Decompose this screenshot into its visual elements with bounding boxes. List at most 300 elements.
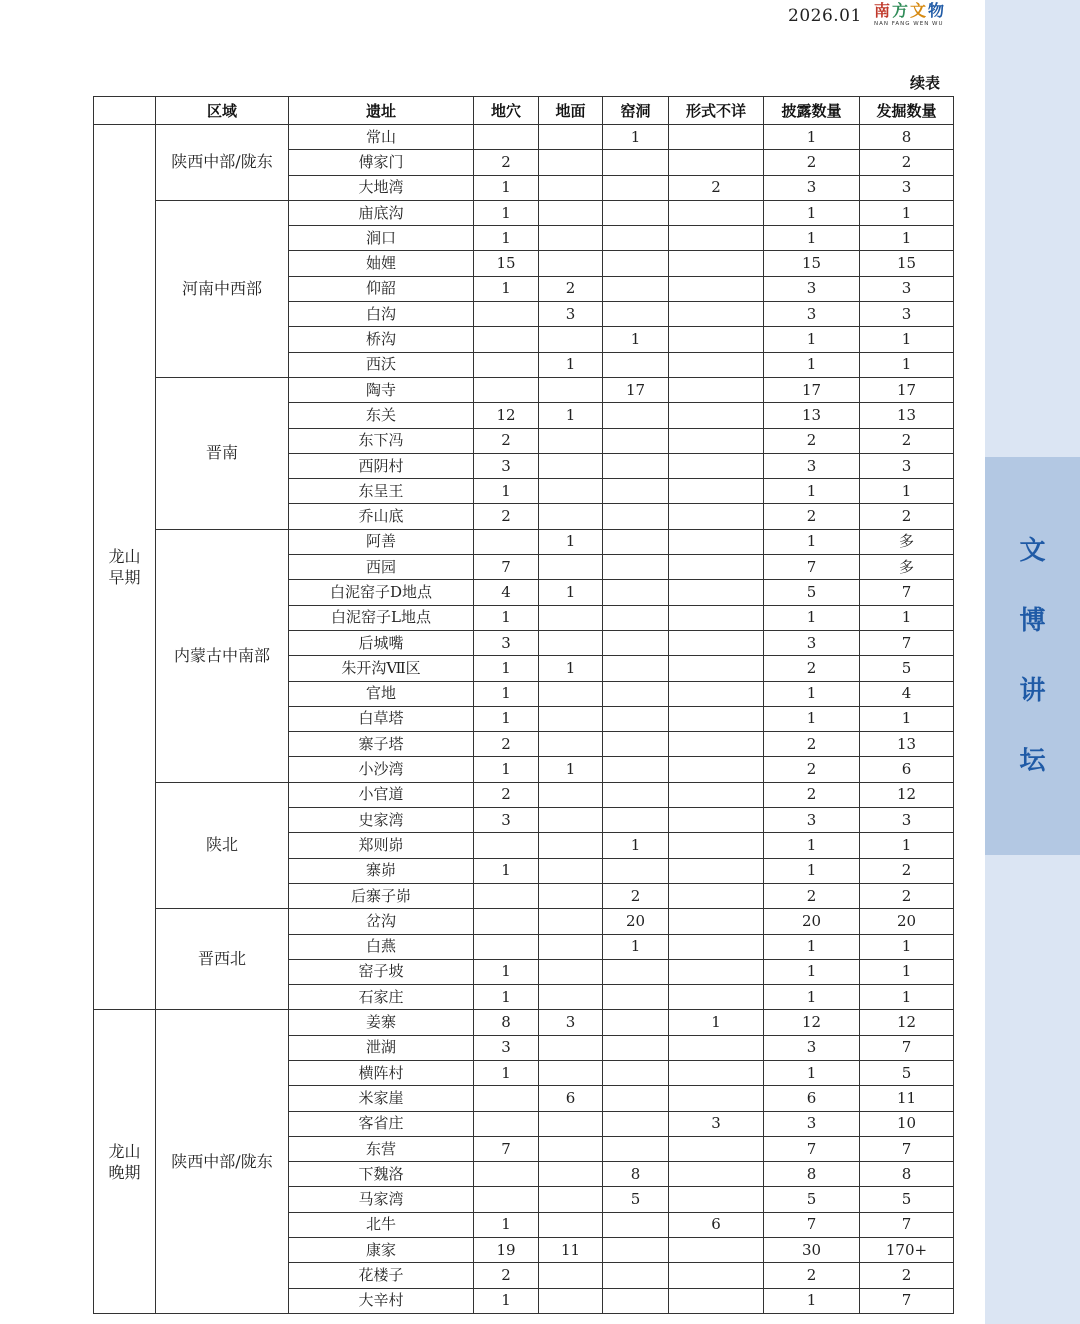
value-cell xyxy=(603,1111,669,1136)
value-cell xyxy=(669,833,764,858)
value-cell: 2 xyxy=(669,175,764,200)
site-name-cell: 下魏洛 xyxy=(289,1162,474,1187)
value-cell: 2 xyxy=(764,757,860,782)
site-name-cell: 朱开沟Ⅶ区 xyxy=(289,656,474,681)
site-name-cell: 东下冯 xyxy=(289,428,474,453)
value-cell xyxy=(539,782,603,807)
site-name-cell: 白泥窑子D地点 xyxy=(289,580,474,605)
value-cell xyxy=(603,605,669,630)
value-cell: 多 xyxy=(860,555,954,580)
value-cell: 20 xyxy=(764,909,860,934)
value-cell xyxy=(539,605,603,630)
value-cell xyxy=(539,226,603,251)
value-cell xyxy=(603,1263,669,1288)
value-cell xyxy=(603,1060,669,1085)
value-cell xyxy=(539,909,603,934)
value-cell: 2 xyxy=(764,732,860,757)
site-name-cell: 东营 xyxy=(289,1136,474,1161)
value-cell: 17 xyxy=(603,377,669,402)
value-cell: 2 xyxy=(764,782,860,807)
value-cell xyxy=(603,1086,669,1111)
value-cell: 15 xyxy=(764,251,860,276)
region-cell: 陕西中部/陇东 xyxy=(156,1010,289,1314)
value-cell: 7 xyxy=(474,555,539,580)
site-name-cell: 傅家门 xyxy=(289,150,474,175)
value-cell: 7 xyxy=(860,1212,954,1237)
value-cell: 3 xyxy=(764,1111,860,1136)
site-name-cell: 东呈王 xyxy=(289,479,474,504)
value-cell xyxy=(669,529,764,554)
period-label-line: 龙山 xyxy=(108,1141,141,1161)
value-cell xyxy=(669,479,764,504)
value-cell: 12 xyxy=(764,1010,860,1035)
value-cell: 1 xyxy=(474,276,539,301)
site-name-cell: 东关 xyxy=(289,403,474,428)
value-cell xyxy=(539,883,603,908)
header-cell: 区域 xyxy=(156,97,289,125)
value-cell xyxy=(603,479,669,504)
value-cell: 7 xyxy=(474,1136,539,1161)
value-cell: 1 xyxy=(764,352,860,377)
value-cell: 1 xyxy=(603,934,669,959)
value-cell: 3 xyxy=(474,630,539,655)
value-cell: 1 xyxy=(603,833,669,858)
value-cell xyxy=(669,1060,764,1085)
value-cell xyxy=(669,453,764,478)
site-name-cell: 北牛 xyxy=(289,1212,474,1237)
value-cell xyxy=(669,985,764,1010)
value-cell: 1 xyxy=(764,479,860,504)
value-cell xyxy=(474,934,539,959)
value-cell: 1 xyxy=(764,681,860,706)
value-cell: 2 xyxy=(860,858,954,883)
value-cell xyxy=(603,681,669,706)
value-cell xyxy=(539,1060,603,1085)
value-cell xyxy=(603,1212,669,1237)
table-row xyxy=(94,125,954,150)
header-cell: 发掘数量 xyxy=(860,97,954,125)
value-cell: 1 xyxy=(860,327,954,352)
value-cell: 1 xyxy=(474,175,539,200)
header-cell: 地穴 xyxy=(474,97,539,125)
value-cell xyxy=(669,327,764,352)
header-cell: 遗址 xyxy=(289,97,474,125)
value-cell: 17 xyxy=(764,377,860,402)
site-name-cell: 郑则峁 xyxy=(289,833,474,858)
value-cell: 1 xyxy=(860,226,954,251)
value-cell xyxy=(474,1162,539,1187)
value-cell: 8 xyxy=(860,125,954,150)
value-cell xyxy=(669,200,764,225)
value-cell xyxy=(669,1136,764,1161)
site-name-cell: 阿善 xyxy=(289,529,474,554)
value-cell: 2 xyxy=(764,504,860,529)
header-cell: 地面 xyxy=(539,97,603,125)
value-cell: 1 xyxy=(474,479,539,504)
value-cell: 1 xyxy=(764,934,860,959)
value-cell: 1 xyxy=(860,985,954,1010)
site-name-cell: 大地湾 xyxy=(289,175,474,200)
value-cell: 1 xyxy=(474,706,539,731)
table-continued-label: 续表 xyxy=(910,74,941,92)
value-cell xyxy=(603,757,669,782)
value-cell xyxy=(669,150,764,175)
value-cell xyxy=(669,959,764,984)
site-name-cell: 寨峁 xyxy=(289,858,474,883)
value-cell xyxy=(539,985,603,1010)
value-cell: 2 xyxy=(539,276,603,301)
value-cell xyxy=(539,630,603,655)
value-cell xyxy=(603,630,669,655)
value-cell xyxy=(539,732,603,757)
value-cell xyxy=(539,555,603,580)
table-row xyxy=(94,909,954,934)
value-cell xyxy=(669,909,764,934)
value-cell: 2 xyxy=(474,428,539,453)
journal-logo xyxy=(874,2,954,32)
value-cell xyxy=(539,959,603,984)
value-cell xyxy=(669,555,764,580)
value-cell xyxy=(603,352,669,377)
value-cell xyxy=(539,377,603,402)
value-cell: 2 xyxy=(474,732,539,757)
value-cell xyxy=(603,782,669,807)
sidebar-char: 博 xyxy=(1019,606,1046,636)
value-cell: 3 xyxy=(860,276,954,301)
value-cell: 1 xyxy=(764,706,860,731)
value-cell: 1 xyxy=(860,352,954,377)
value-cell: 1 xyxy=(474,1288,539,1313)
value-cell: 6 xyxy=(539,1086,603,1111)
value-cell: 1 xyxy=(860,959,954,984)
site-name-cell: 大辛村 xyxy=(289,1288,474,1313)
value-cell xyxy=(603,276,669,301)
value-cell xyxy=(539,200,603,225)
value-cell: 2 xyxy=(603,883,669,908)
value-cell xyxy=(603,858,669,883)
value-cell: 1 xyxy=(860,605,954,630)
value-cell: 1 xyxy=(764,327,860,352)
site-name-cell: 乔山底 xyxy=(289,504,474,529)
value-cell: 13 xyxy=(764,403,860,428)
value-cell: 3 xyxy=(764,302,860,327)
site-name-cell: 岔沟 xyxy=(289,909,474,934)
value-cell: 6 xyxy=(669,1212,764,1237)
value-cell: 2 xyxy=(474,782,539,807)
value-cell: 5 xyxy=(860,1060,954,1085)
value-cell: 3 xyxy=(669,1111,764,1136)
value-cell xyxy=(539,1162,603,1187)
value-cell: 11 xyxy=(539,1238,603,1263)
sidebar-char: 讲 xyxy=(1019,676,1046,706)
value-cell: 3 xyxy=(860,302,954,327)
value-cell xyxy=(539,251,603,276)
value-cell xyxy=(539,175,603,200)
value-cell: 20 xyxy=(603,909,669,934)
value-cell xyxy=(603,150,669,175)
value-cell: 1 xyxy=(860,833,954,858)
value-cell xyxy=(603,529,669,554)
value-cell: 1 xyxy=(764,529,860,554)
value-cell: 2 xyxy=(474,1263,539,1288)
region-cell: 陕北 xyxy=(156,782,289,908)
value-cell: 1 xyxy=(764,1288,860,1313)
value-cell xyxy=(669,125,764,150)
value-cell xyxy=(474,909,539,934)
value-cell xyxy=(669,1263,764,1288)
value-cell xyxy=(539,1187,603,1212)
value-cell xyxy=(603,1238,669,1263)
value-cell xyxy=(603,504,669,529)
value-cell: 3 xyxy=(474,453,539,478)
period-label-line: 早期 xyxy=(108,568,141,588)
value-cell: 2 xyxy=(764,1263,860,1288)
value-cell: 5 xyxy=(764,1187,860,1212)
issue-date: 2026.01 xyxy=(788,6,862,26)
period-cell xyxy=(94,1010,156,1314)
value-cell: 170+ xyxy=(860,1238,954,1263)
value-cell: 7 xyxy=(860,1035,954,1060)
value-cell xyxy=(474,529,539,554)
site-name-cell: 白燕 xyxy=(289,934,474,959)
site-name-cell: 后寨子峁 xyxy=(289,883,474,908)
value-cell: 1 xyxy=(860,200,954,225)
site-name-cell: 米家崖 xyxy=(289,1086,474,1111)
value-cell: 1 xyxy=(603,327,669,352)
header-cell: 形式不详 xyxy=(669,97,764,125)
table-row xyxy=(94,529,954,554)
value-cell xyxy=(669,858,764,883)
value-cell xyxy=(539,479,603,504)
site-name-cell: 仰韶 xyxy=(289,276,474,301)
site-name-cell: 白草塔 xyxy=(289,706,474,731)
value-cell: 1 xyxy=(539,656,603,681)
value-cell xyxy=(474,327,539,352)
header-cell: 窑洞 xyxy=(603,97,669,125)
site-name-cell: 涧口 xyxy=(289,226,474,251)
value-cell xyxy=(539,327,603,352)
value-cell: 1 xyxy=(539,529,603,554)
value-cell: 3 xyxy=(764,276,860,301)
value-cell: 4 xyxy=(474,580,539,605)
value-cell: 30 xyxy=(764,1238,860,1263)
logo-english: NAN FANG WEN WU xyxy=(874,21,944,27)
value-cell: 2 xyxy=(764,656,860,681)
value-cell xyxy=(474,352,539,377)
value-cell xyxy=(669,630,764,655)
value-cell xyxy=(669,808,764,833)
value-cell xyxy=(539,1288,603,1313)
value-cell: 2 xyxy=(860,150,954,175)
site-name-cell: 小沙湾 xyxy=(289,757,474,782)
value-cell: 1 xyxy=(764,833,860,858)
value-cell: 10 xyxy=(860,1111,954,1136)
value-cell xyxy=(669,934,764,959)
value-cell: 1 xyxy=(764,226,860,251)
value-cell: 5 xyxy=(603,1187,669,1212)
value-cell xyxy=(539,428,603,453)
value-cell: 1 xyxy=(764,200,860,225)
value-cell xyxy=(669,226,764,251)
value-cell: 1 xyxy=(474,605,539,630)
value-cell: 12 xyxy=(474,403,539,428)
value-cell: 1 xyxy=(474,757,539,782)
value-cell: 8 xyxy=(764,1162,860,1187)
value-cell xyxy=(669,706,764,731)
value-cell: 7 xyxy=(764,555,860,580)
table-row xyxy=(94,377,954,402)
period-label-line: 龙山 xyxy=(108,547,141,567)
value-cell xyxy=(603,808,669,833)
value-cell: 2 xyxy=(764,428,860,453)
table-row xyxy=(94,782,954,807)
site-name-cell: 庙底沟 xyxy=(289,200,474,225)
value-cell xyxy=(669,1238,764,1263)
site-name-cell: 花楼子 xyxy=(289,1263,474,1288)
value-cell: 7 xyxy=(860,1288,954,1313)
value-cell xyxy=(669,276,764,301)
value-cell: 2 xyxy=(474,150,539,175)
site-name-cell: 横阵村 xyxy=(289,1060,474,1085)
value-cell: 8 xyxy=(474,1010,539,1035)
value-cell: 1 xyxy=(764,858,860,883)
value-cell: 2 xyxy=(764,150,860,175)
site-name-cell: 桥沟 xyxy=(289,327,474,352)
logo-chinese: 南方文物 xyxy=(874,1,947,20)
value-cell: 7 xyxy=(860,630,954,655)
sidebar-char: 文 xyxy=(1019,536,1046,566)
value-cell xyxy=(539,858,603,883)
site-name-cell: 史家湾 xyxy=(289,808,474,833)
region-cell: 陕西中部/陇东 xyxy=(156,125,289,201)
value-cell xyxy=(669,580,764,605)
value-cell: 7 xyxy=(764,1136,860,1161)
value-cell xyxy=(669,782,764,807)
value-cell: 5 xyxy=(860,1187,954,1212)
value-cell: 1 xyxy=(764,125,860,150)
value-cell xyxy=(669,251,764,276)
value-cell: 8 xyxy=(860,1162,954,1187)
value-cell xyxy=(603,226,669,251)
value-cell: 1 xyxy=(474,1212,539,1237)
value-cell: 6 xyxy=(860,757,954,782)
value-cell xyxy=(669,1288,764,1313)
value-cell xyxy=(474,883,539,908)
value-cell xyxy=(603,200,669,225)
value-cell xyxy=(669,377,764,402)
value-cell: 3 xyxy=(539,302,603,327)
value-cell xyxy=(474,833,539,858)
value-cell: 19 xyxy=(474,1238,539,1263)
value-cell xyxy=(539,1212,603,1237)
value-cell xyxy=(603,1136,669,1161)
value-cell: 2 xyxy=(474,504,539,529)
value-cell xyxy=(539,504,603,529)
value-cell: 1 xyxy=(474,681,539,706)
value-cell xyxy=(539,1111,603,1136)
site-name-cell: 寨子塔 xyxy=(289,732,474,757)
value-cell: 7 xyxy=(860,580,954,605)
value-cell xyxy=(603,453,669,478)
site-name-cell: 后城嘴 xyxy=(289,630,474,655)
value-cell: 1 xyxy=(474,656,539,681)
value-cell xyxy=(603,428,669,453)
table-body xyxy=(94,125,954,1314)
site-name-cell: 西园 xyxy=(289,555,474,580)
value-cell: 1 xyxy=(474,200,539,225)
value-cell: 1 xyxy=(764,959,860,984)
value-cell xyxy=(669,656,764,681)
value-cell: 15 xyxy=(860,251,954,276)
value-cell: 1 xyxy=(474,858,539,883)
value-cell: 2 xyxy=(860,504,954,529)
value-cell xyxy=(603,985,669,1010)
value-cell xyxy=(669,352,764,377)
table-row xyxy=(94,200,954,225)
value-cell xyxy=(669,605,764,630)
value-cell xyxy=(603,251,669,276)
value-cell xyxy=(603,175,669,200)
value-cell: 4 xyxy=(860,681,954,706)
value-cell xyxy=(603,403,669,428)
value-cell: 2 xyxy=(860,1263,954,1288)
table-row xyxy=(94,1010,954,1035)
value-cell: 3 xyxy=(860,808,954,833)
value-cell xyxy=(669,883,764,908)
site-name-cell: 白泥窑子L地点 xyxy=(289,605,474,630)
value-cell: 5 xyxy=(860,656,954,681)
value-cell: 12 xyxy=(860,782,954,807)
value-cell: 2 xyxy=(860,883,954,908)
value-cell xyxy=(603,580,669,605)
site-name-cell: 泄湖 xyxy=(289,1035,474,1060)
site-name-cell: 康家 xyxy=(289,1238,474,1263)
value-cell xyxy=(539,150,603,175)
value-cell: 1 xyxy=(539,580,603,605)
sidebar-section-label xyxy=(985,457,1080,855)
value-cell: 2 xyxy=(764,883,860,908)
value-cell: 1 xyxy=(474,226,539,251)
value-cell xyxy=(539,934,603,959)
site-name-cell: 妯娌 xyxy=(289,251,474,276)
value-cell: 7 xyxy=(860,1136,954,1161)
value-cell: 3 xyxy=(860,453,954,478)
value-cell: 3 xyxy=(764,175,860,200)
value-cell xyxy=(669,681,764,706)
value-cell xyxy=(669,1187,764,1212)
value-cell xyxy=(669,428,764,453)
value-cell: 1 xyxy=(764,605,860,630)
value-cell: 12 xyxy=(860,1010,954,1035)
site-name-cell: 西沃 xyxy=(289,352,474,377)
value-cell: 15 xyxy=(474,251,539,276)
value-cell: 1 xyxy=(539,757,603,782)
value-cell xyxy=(539,833,603,858)
value-cell xyxy=(539,1035,603,1060)
site-name-cell: 窑子坡 xyxy=(289,959,474,984)
value-cell xyxy=(474,1187,539,1212)
value-cell xyxy=(474,377,539,402)
value-cell xyxy=(603,706,669,731)
value-cell xyxy=(669,403,764,428)
value-cell: 11 xyxy=(860,1086,954,1111)
value-cell: 1 xyxy=(860,479,954,504)
value-cell: 1 xyxy=(474,1060,539,1085)
value-cell xyxy=(474,1086,539,1111)
region-cell: 河南中西部 xyxy=(156,200,289,377)
value-cell xyxy=(539,681,603,706)
value-cell: 3 xyxy=(860,175,954,200)
